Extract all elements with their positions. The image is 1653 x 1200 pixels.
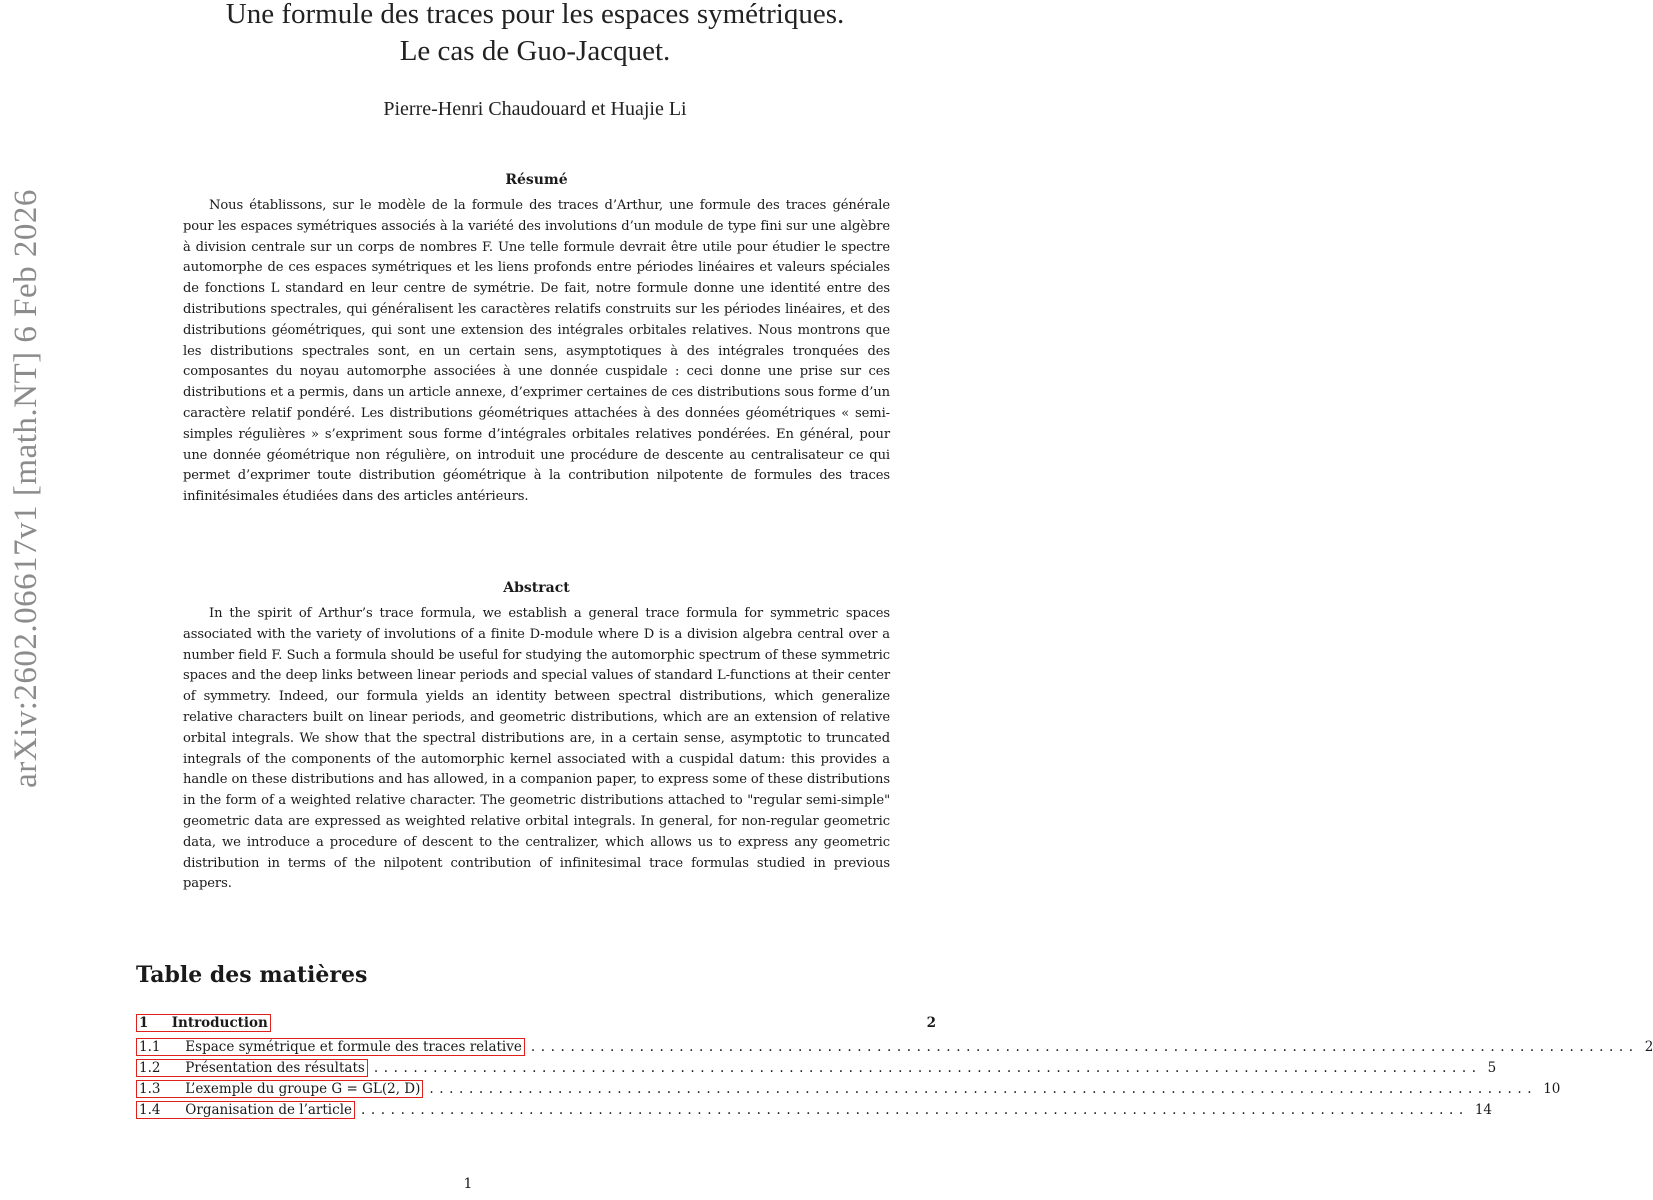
paper-title — [130, 0, 940, 70]
arxiv-identifier — [0, 128, 52, 848]
toc-link-1-1[interactable] — [136, 1038, 525, 1056]
toc-entry-page: 10 — [1543, 1081, 1561, 1097]
toc-entry-title: Organisation de l’article — [185, 1102, 352, 1118]
paper-authors: Pierre-Henri Chaudouard et Huajie Li — [383, 98, 687, 120]
toc-entry-page: 2 — [1644, 1039, 1653, 1055]
abstract-heading: Abstract — [503, 580, 570, 596]
toc-entry-number: 1 — [139, 1015, 149, 1031]
page-number: 1 — [463, 1176, 473, 1192]
toc-link-1-3[interactable] — [136, 1080, 423, 1098]
toc-entry-number: 1.1 — [139, 1039, 161, 1055]
toc-entry-title: Espace symétrique et formule des traces relative — [185, 1039, 522, 1055]
toc-dot-leader: ................................................................................................................ — [429, 1081, 1538, 1097]
toc-link-1-2[interactable] — [136, 1059, 368, 1077]
toc-entry-title: L’exemple du groupe G = GL(2, D) — [185, 1081, 421, 1097]
toc-entry-1-4 — [136, 1100, 1493, 1120]
abstract-section — [183, 580, 890, 895]
abstract-body: In the spirit of Arthur’s trace formula, we establish a general trace formula for symmetric spaces associated with the variety of involutions of a finite D-module where D is a division algebra central over a number field F. Such a formula should be useful for studying the automorphic spectrum of these symmetric spaces and the deep links between linear periods and special values of standard L-functions at their center of symmetry. Indeed, our formula yields an identity between spectral distributions, which generalize relative characters built on linear periods, and geometric distributions, which are an extension of relative orbital integrals. We show that the spectral distributions are, in a certain sense, asymptotic to truncated integrals of the components of the automorphic kernel associated with a cuspidal datum: this provides a handle on these distributions and has allowed, in a companion paper, to express some of these distributions in the form of a weighted relative character. The geometric distributions attached to "regular semi-simple" geometric data are expressed as weighted relative orbital integrals. In general, for non-regular geometric data, we introduce a procedure of descent to the centralizer, which allows us to express any geometric distribution in terms of the nilpotent contribution of infinitesimal trace formulas studied in previous papers. — [183, 606, 890, 892]
toc-entry-section-1 — [136, 1013, 936, 1033]
toc-entry-page: 2 — [926, 1015, 936, 1031]
toc-entry-page: 5 — [1487, 1060, 1497, 1076]
toc-entry-1-2 — [136, 1058, 1497, 1078]
resume-heading: Résumé — [505, 172, 568, 188]
toc-entry-1-3 — [136, 1079, 1561, 1099]
toc-dot-leader: ................................................................................................................ — [373, 1060, 1482, 1076]
toc-entry-number: 1.3 — [139, 1081, 161, 1097]
toc-link-1-4[interactable] — [136, 1101, 355, 1119]
toc-entry-title: Présentation des résultats — [185, 1060, 365, 1076]
toc-entry-number: 1.4 — [139, 1102, 161, 1118]
toc-entry-number: 1.2 — [139, 1060, 161, 1076]
arxiv-identifier-text: arXiv:2602.06617v1 [math.NT] 6 Feb 2026 — [7, 188, 44, 788]
toc-heading: Table des matières — [136, 962, 368, 988]
paper-title-line-2: Le cas de Guo-Jacquet. — [399, 35, 671, 67]
toc-link-introduction[interactable] — [136, 1014, 271, 1032]
toc-entry-1-1 — [136, 1037, 1653, 1057]
toc-dot-leader: ................................................................................................................ — [530, 1039, 1639, 1055]
resume-body: Nous établissons, sur le modèle de la formule des traces d’Arthur, une formule des traces générale pour les espaces symétriques associés à la variété des involutions d’un module de type fini sur une algèbre à division centrale sur un corps de nombres F. Une telle formule devrait être utile pour étudier le spectre automorphe de ces espaces symétriques et les liens profonds entre périodes linéaires et valeurs spéciales de fonctions L standard en leur centre de symétrie. De fait, notre formule donne une identité entre des distributions spectrales, qui généralisent les caractères relatifs construits sur les périodes linéaires, et des distributions géométriques, qui sont une extension des intégrales orbitales relatives. Nous montrons que les distributions spectrales sont, en un certain sens, asymptotiques à des intégrales tronquées des composantes du noyau automorphe associées à une donnée cuspidale : ceci donne une prise sur ces distributions et a permis, dans un article annexe, d’exprimer certaines de ces distributions sous forme d’un caractère relatif pondéré. Les distributions géométriques attachées à des données géométriques « semi-simples régulières » s’expriment sous forme d’intégrales orbitales relatives pondérées. En général, pour une donnée géométrique non régulière, on introduit une procédure de descente au centralisateur ce qui permet d’exprimer toute distribution géométrique à la contribution nilpotente de formules des traces infinitésimales étudiées dans des articles antérieurs. — [183, 198, 890, 505]
toc-dot-leader: ................................................................................................................ — [361, 1102, 1469, 1118]
toc-entry-title: Introduction — [171, 1015, 268, 1031]
toc-entry-page: 14 — [1474, 1102, 1493, 1118]
paper-title-line-1: Une formule des traces pour les espaces symétriques. — [225, 0, 845, 30]
resume-section — [183, 172, 890, 508]
